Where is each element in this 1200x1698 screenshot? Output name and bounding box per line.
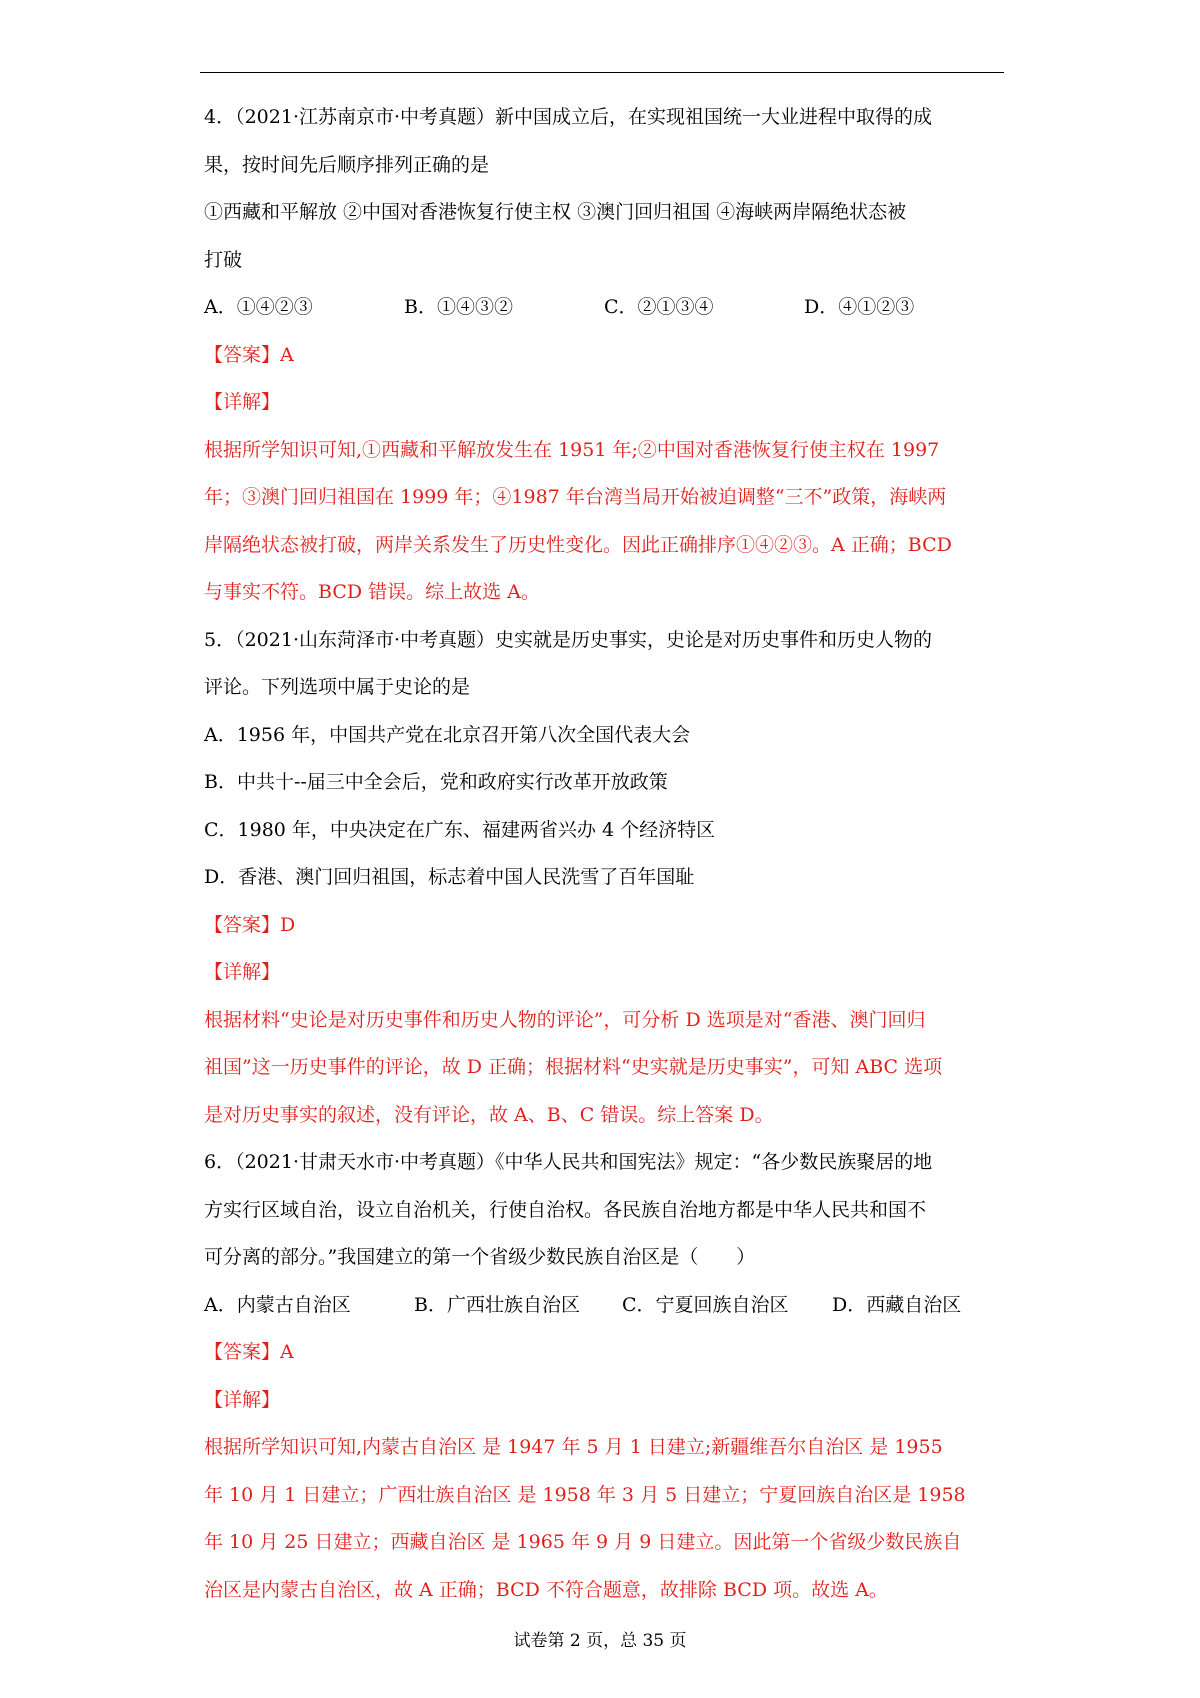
- q4-options: [204, 284, 1004, 332]
- page-content: [204, 94, 1004, 1614]
- q4-stem-line-2: 果，按时间先后顺序排列正确的是: [204, 153, 490, 176]
- q5-option-a: A．1956 年，中国共产党在北京召开第八次全国代表大会: [204, 723, 691, 746]
- q5-option-b: B．中共十--届三中全会后，党和政府实行改革开放政策: [204, 771, 668, 793]
- q4-option-c: C．②①③④: [604, 296, 714, 318]
- q4-detail-label: 【详解】: [204, 391, 281, 413]
- page-footer: 试卷第 2 页，总 35 页: [513, 1631, 687, 1651]
- q4-detail-line-3: 岸隔绝状态被打破，两岸关系发生了历史性变化。因此正确排序①④②③。A 正确；BCD: [204, 533, 952, 556]
- q6-detail-line-2: 年 10 月 1 日建立；广西壮族自治区 是 1958 年 3 月 5 日建立；宁夏回族自治区是 1958: [204, 1483, 966, 1506]
- q6-stem-line-2: 方实行区域自治，设立自治机关，行使自治权。各民族自治地方都是中华人民共和国不: [204, 1198, 927, 1221]
- q4-detail-line-1: 根据所学知识可知,①西藏和平解放发生在 1951 年;②中国对香港恢复行使主权在 1997: [204, 438, 940, 461]
- q6-detail-label: 【详解】: [204, 1388, 281, 1411]
- q6-stem-line-3: 可分离的部分。”我国建立的第一个省级少数民族自治区是（ ）: [204, 1246, 756, 1268]
- q5-detail-line-3: 是对历史事实的叙述，没有评论，故 A、B、C 错误。综上答案 D。: [204, 1103, 774, 1126]
- q6-option-a: A．内蒙古自治区: [204, 1293, 351, 1316]
- q4-stem-line-4: 打破: [204, 248, 243, 271]
- q5-option-d: D．香港、澳门回归祖国，标志着中国人民洗雪了百年国耻: [204, 866, 695, 888]
- q6-option-b: B．广西壮族自治区: [414, 1293, 580, 1316]
- q4-answer: 【答案】A: [204, 343, 294, 366]
- q5-option-c: C．1980 年，中央决定在广东、福建两省兴办 4 个经济特区: [204, 818, 716, 841]
- q5-stem-line-2: 评论。下列选项中属于史论的是: [204, 676, 471, 698]
- q6-detail-line-1: 根据所学知识可知,内蒙古自治区 是 1947 年 5 月 1 日建立;新疆维吾尔自治区 是 1955: [204, 1436, 943, 1458]
- q4-stem-line-1: 4．（2021·江苏南京市·中考真题）新中国成立后，在实现祖国统一大业进程中取得的成: [204, 106, 933, 128]
- q6-answer: 【答案】A: [204, 1341, 294, 1363]
- q5-detail-line-1: 根据材料“史论是对历史事件和历史人物的评论”，可分析 D 选项是对“香港、澳门回归: [204, 1008, 926, 1031]
- question-6: [204, 1139, 1004, 1614]
- question-4: [204, 94, 1004, 617]
- q4-option-b: B．①④③②: [404, 296, 513, 318]
- q4-stem-line-3: ①西藏和平解放 ②中国对香港恢复行使主权 ③澳门回归祖国 ④海峡两岸隔绝状态被: [204, 201, 907, 223]
- q4-option-d: D．④①②③: [804, 296, 915, 318]
- q6-detail-line-3: 年 10 月 25 日建立；西藏自治区 是 1965 年 9 月 9 日建立。因此第一个省级少数民族自: [204, 1531, 962, 1553]
- q5-answer: 【答案】D: [204, 913, 296, 936]
- q5-detail-label: 【详解】: [204, 961, 281, 983]
- q6-option-c: C．宁夏回族自治区: [622, 1293, 789, 1316]
- q6-options: [204, 1282, 1004, 1330]
- q4-detail-line-4: 与事实不符。BCD 错误。综上故选 A。: [204, 581, 540, 603]
- question-5: [204, 617, 1004, 1140]
- q4-option-a: A．①④②③: [204, 296, 313, 318]
- q4-detail-line-2: 年；③澳门回归祖国在 1999 年；④1987 年台湾当局开始被迫调整“三不”政策，海峡两: [204, 486, 947, 508]
- q6-stem-line-1: 6．（2021·甘肃天水市·中考真题）《中华人民共和国宪法》规定：“各少数民族聚居的地: [204, 1151, 933, 1173]
- q5-stem-line-1: 5．（2021·山东菏泽市·中考真题）史实就是历史事实，史论是对历史事件和历史人物的: [204, 628, 933, 651]
- q5-detail-line-2: 祖国”这一历史事件的评论，故 D 正确；根据材料“史实就是历史事实”，可知 ABC 选项: [204, 1056, 943, 1078]
- q6-detail-line-4: 治区是内蒙古自治区，故 A 正确；BCD 不符合题意，故排除 BCD 项。故选 A。: [204, 1578, 888, 1601]
- q6-option-d: D．西藏自治区: [832, 1293, 962, 1316]
- header-rule: [200, 72, 1004, 73]
